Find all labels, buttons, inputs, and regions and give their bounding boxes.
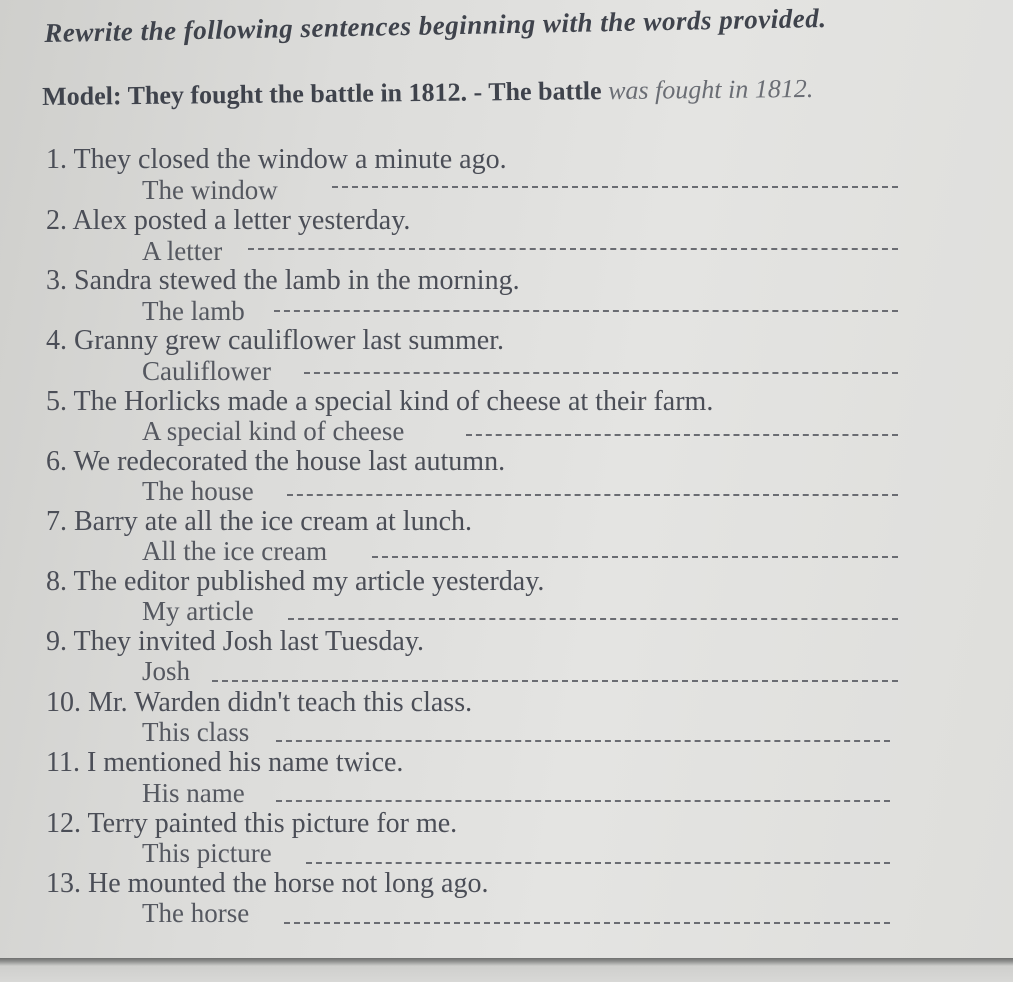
answer-blank[interactable] <box>284 922 890 924</box>
answer-blank[interactable] <box>276 800 890 802</box>
item-sentence: 1. They closed the window a minute ago. <box>46 144 507 175</box>
answer-blank[interactable] <box>466 434 898 436</box>
item-prompt: His name <box>142 778 245 808</box>
item-sentence: 13. He mounted the horse not long ago. <box>46 868 489 899</box>
model-answer: was fought in 1812. <box>607 73 814 106</box>
instruction-heading: Rewrite the following sentences beginning with the words provided. <box>44 2 827 48</box>
answer-blank[interactable] <box>304 372 898 374</box>
answer-blank[interactable] <box>372 556 898 558</box>
page-bottom-edge <box>0 958 1013 982</box>
answer-blank[interactable] <box>248 248 898 250</box>
item-prompt: All the ice cream <box>142 536 328 566</box>
item-prompt: A letter <box>142 236 223 266</box>
item-prompt: The horse <box>142 898 250 928</box>
item-prompt: This class <box>142 717 250 747</box>
item-sentence: 11. I mentioned his name twice. <box>46 747 404 778</box>
item-sentence: 9. They invited Josh last Tuesday. <box>46 626 425 657</box>
item-sentence: 7. Barry ate all the ice cream at lunch. <box>46 506 473 537</box>
item-sentence: 3. Sandra stewed the lamb in the morning. <box>46 265 520 296</box>
answer-blank[interactable] <box>274 310 898 312</box>
answer-blank[interactable] <box>287 494 898 496</box>
item-prompt: My article <box>142 596 254 626</box>
answer-blank[interactable] <box>276 740 890 742</box>
item-prompt: Cauliflower <box>142 356 271 386</box>
item-prompt: The house <box>142 476 254 506</box>
item-sentence: 12. Terry painted this picture for me. <box>46 808 458 839</box>
item-sentence: 5. The Horlicks made a special kind of cheese at their farm. <box>46 386 714 417</box>
item-prompt: The lamb <box>142 296 245 326</box>
item-sentence: 6. We redecorated the house last autumn. <box>46 446 506 477</box>
item-sentence: 2. Alex posted a letter yesterday. <box>46 205 411 236</box>
answer-blank[interactable] <box>288 618 898 620</box>
answer-blank[interactable] <box>212 680 898 682</box>
item-prompt: This picture <box>142 838 272 868</box>
item-prompt: The window <box>142 175 278 205</box>
model-label: Model: They fought the battle in 1812. - The battle <box>42 76 602 111</box>
answer-blank[interactable] <box>332 186 898 188</box>
item-sentence: 8. The editor published my article yesterday. <box>46 566 545 597</box>
item-prompt: A special kind of cheese <box>142 416 405 446</box>
answer-blank[interactable] <box>306 862 890 864</box>
item-sentence: 10. Mr. Warden didn't teach this class. <box>46 687 473 718</box>
item-prompt: Josh <box>142 656 191 686</box>
item-sentence: 4. Granny grew cauliflower last summer. <box>46 325 504 356</box>
